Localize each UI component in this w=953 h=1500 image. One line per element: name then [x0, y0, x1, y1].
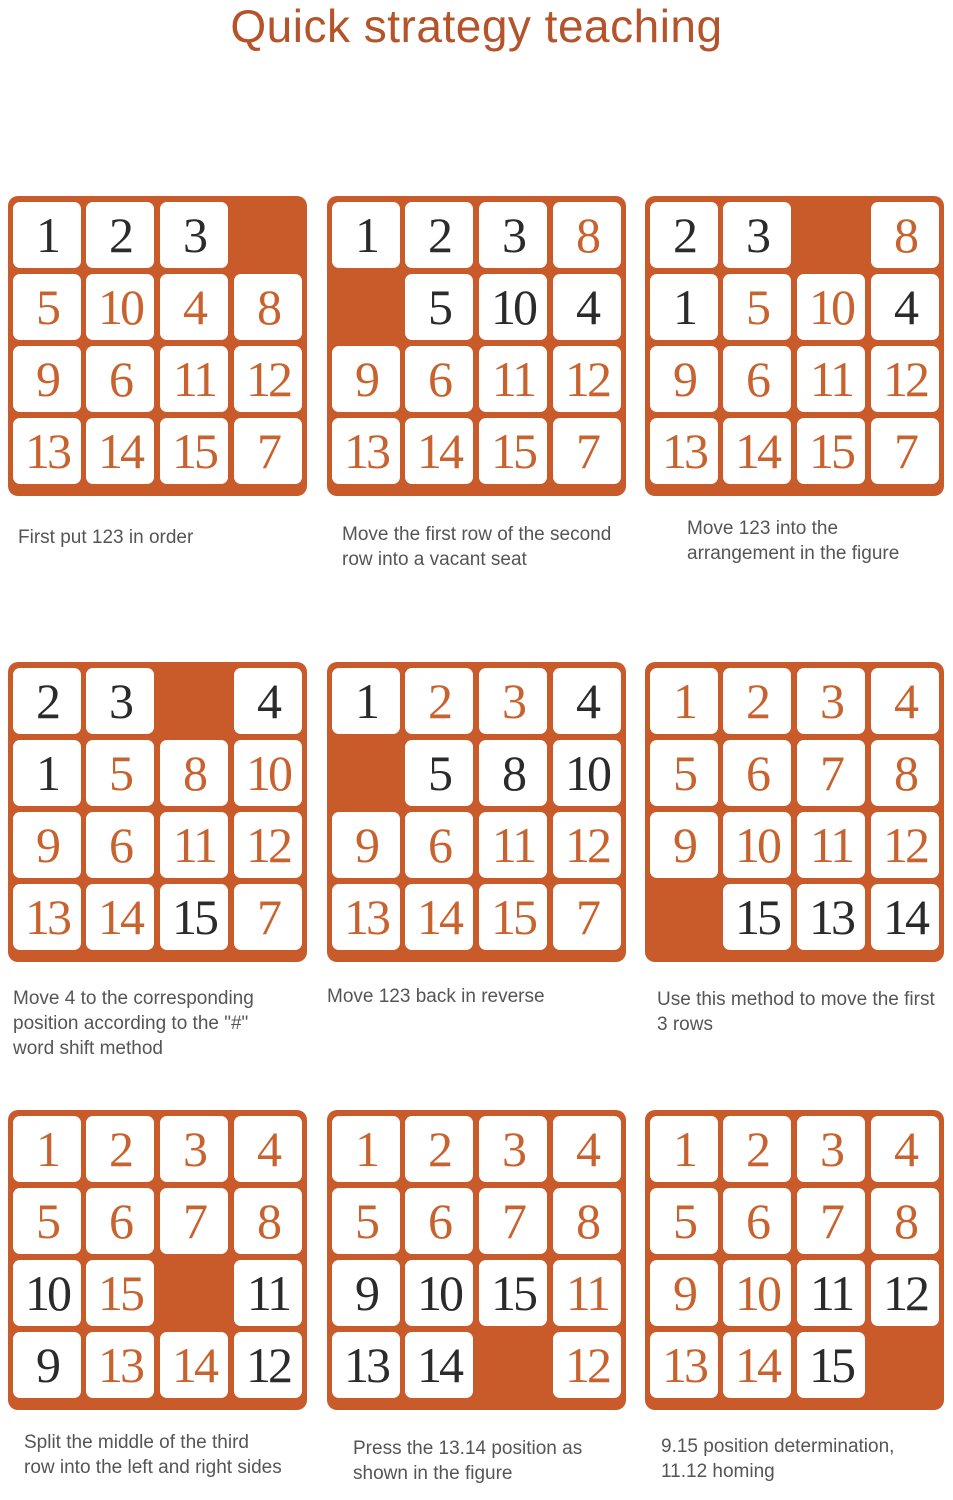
tile-12: 12: [871, 346, 939, 412]
tile-7: 7: [160, 1188, 228, 1254]
tile-2: 2: [650, 202, 718, 268]
tile-6: 6: [405, 812, 473, 878]
tile-12: 12: [553, 812, 621, 878]
tile-10: 10: [405, 1260, 473, 1326]
tile-12: 12: [553, 1332, 621, 1398]
tile-3: 3: [160, 1116, 228, 1182]
tile-3: 3: [479, 668, 547, 734]
tile-14: 14: [86, 884, 154, 950]
tile-10: 10: [479, 274, 547, 340]
tile-4: 4: [871, 668, 939, 734]
tile-7: 7: [797, 740, 865, 806]
tile-14: 14: [405, 884, 473, 950]
tile-12: 12: [553, 346, 621, 412]
step-caption: Press the 13.14 position as shown in the figure: [353, 1438, 583, 1484]
tile-5: 5: [650, 740, 718, 806]
tile-1: 1: [332, 1116, 400, 1182]
tile-4: 4: [871, 1116, 939, 1182]
tile-7: 7: [871, 418, 939, 484]
puzzle-board-step-8: [327, 1110, 626, 1410]
tile-8: 8: [871, 202, 939, 268]
tile-2: 2: [86, 1116, 154, 1182]
tile-6: 6: [405, 346, 473, 412]
tile-3: 3: [723, 202, 791, 268]
step-caption: Use this method to move the first 3 rows: [657, 989, 935, 1035]
tile-6: 6: [86, 812, 154, 878]
tile-8: 8: [553, 1188, 621, 1254]
tile-5: 5: [13, 1188, 81, 1254]
tile-15: 15: [86, 1260, 154, 1326]
tile-9: 9: [332, 1260, 400, 1326]
tile-7: 7: [234, 418, 302, 484]
tile-6: 6: [86, 1188, 154, 1254]
tile-4: 4: [553, 1116, 621, 1182]
step-caption: Move the first row of the second row into a vacant seat: [342, 524, 612, 570]
puzzle-board-step-9: [645, 1110, 944, 1410]
tile-12: 12: [234, 812, 302, 878]
tile-11: 11: [797, 812, 865, 878]
tile-10: 10: [553, 740, 621, 806]
puzzle-board-step-1: [8, 196, 307, 496]
tile-12: 12: [234, 346, 302, 412]
tile-14: 14: [871, 884, 939, 950]
tile-5: 5: [405, 740, 473, 806]
tile-6: 6: [723, 346, 791, 412]
tile-11: 11: [797, 346, 865, 412]
tile-13: 13: [332, 1332, 400, 1398]
tile-15: 15: [479, 418, 547, 484]
tile-9: 9: [13, 812, 81, 878]
tile-5: 5: [405, 274, 473, 340]
step-caption: Move 123 into the arrangement in the figure: [687, 518, 900, 564]
tile-9: 9: [13, 1332, 81, 1398]
tile-7: 7: [479, 1188, 547, 1254]
tile-3: 3: [479, 1116, 547, 1182]
tile-15: 15: [797, 1332, 865, 1398]
tile-14: 14: [405, 418, 473, 484]
tile-14: 14: [723, 1332, 791, 1398]
step-caption: First put 123 in order: [18, 527, 194, 548]
tile-5: 5: [86, 740, 154, 806]
tile-9: 9: [650, 812, 718, 878]
tile-7: 7: [234, 884, 302, 950]
tile-10: 10: [723, 812, 791, 878]
tile-12: 12: [871, 812, 939, 878]
tile-8: 8: [160, 740, 228, 806]
tile-9: 9: [332, 346, 400, 412]
tile-6: 6: [723, 740, 791, 806]
tile-2: 2: [86, 202, 154, 268]
tile-9: 9: [332, 812, 400, 878]
tile-5: 5: [723, 274, 791, 340]
step-caption: Move 4 to the corresponding position according to the "#" word shift method: [13, 988, 254, 1059]
tile-13: 13: [332, 418, 400, 484]
tile-1: 1: [13, 1116, 81, 1182]
tile-14: 14: [86, 418, 154, 484]
tile-15: 15: [479, 1260, 547, 1326]
tile-4: 4: [553, 668, 621, 734]
tile-8: 8: [234, 1188, 302, 1254]
tile-13: 13: [650, 1332, 718, 1398]
tile-1: 1: [13, 740, 81, 806]
tile-8: 8: [871, 1188, 939, 1254]
tile-11: 11: [234, 1260, 302, 1326]
tile-10: 10: [13, 1260, 81, 1326]
puzzle-board-step-4: [8, 662, 307, 962]
tile-13: 13: [797, 884, 865, 950]
tile-13: 13: [332, 884, 400, 950]
tile-4: 4: [553, 274, 621, 340]
tile-15: 15: [797, 418, 865, 484]
tile-2: 2: [723, 1116, 791, 1182]
tile-4: 4: [871, 274, 939, 340]
tile-6: 6: [86, 346, 154, 412]
tile-12: 12: [871, 1260, 939, 1326]
tile-9: 9: [650, 1260, 718, 1326]
puzzle-board-step-5: [327, 662, 626, 962]
puzzle-board-step-3: [645, 196, 944, 496]
tile-13: 13: [13, 884, 81, 950]
tile-1: 1: [650, 1116, 718, 1182]
tile-4: 4: [160, 274, 228, 340]
tile-11: 11: [479, 812, 547, 878]
tile-3: 3: [86, 668, 154, 734]
tile-1: 1: [13, 202, 81, 268]
step-caption: 9.15 position determination, 11.12 homing: [661, 1436, 895, 1482]
tile-9: 9: [13, 346, 81, 412]
tile-4: 4: [234, 1116, 302, 1182]
tile-8: 8: [871, 740, 939, 806]
puzzle-board-step-2: [327, 196, 626, 496]
tile-1: 1: [650, 668, 718, 734]
tile-7: 7: [553, 884, 621, 950]
step-caption: Move 123 back in reverse: [327, 986, 545, 1007]
tile-5: 5: [650, 1188, 718, 1254]
tile-15: 15: [479, 884, 547, 950]
tile-11: 11: [160, 346, 228, 412]
tile-1: 1: [650, 274, 718, 340]
tile-10: 10: [797, 274, 865, 340]
tile-1: 1: [332, 668, 400, 734]
tile-11: 11: [797, 1260, 865, 1326]
tile-15: 15: [160, 884, 228, 950]
step-caption: Split the middle of the third row into the left and right sides: [24, 1432, 282, 1478]
tile-7: 7: [797, 1188, 865, 1254]
tile-10: 10: [234, 740, 302, 806]
tile-4: 4: [234, 668, 302, 734]
tile-3: 3: [160, 202, 228, 268]
tile-15: 15: [160, 418, 228, 484]
tile-13: 13: [86, 1332, 154, 1398]
tile-1: 1: [332, 202, 400, 268]
tile-6: 6: [723, 1188, 791, 1254]
tile-5: 5: [332, 1188, 400, 1254]
tile-5: 5: [13, 274, 81, 340]
tile-6: 6: [405, 1188, 473, 1254]
tile-2: 2: [723, 668, 791, 734]
tile-3: 3: [797, 1116, 865, 1182]
tile-8: 8: [553, 202, 621, 268]
tile-14: 14: [405, 1332, 473, 1398]
tile-3: 3: [479, 202, 547, 268]
tile-3: 3: [797, 668, 865, 734]
tile-9: 9: [650, 346, 718, 412]
tile-7: 7: [553, 418, 621, 484]
page-title: Quick strategy teaching: [230, 0, 723, 52]
tile-12: 12: [234, 1332, 302, 1398]
tile-14: 14: [723, 418, 791, 484]
tile-10: 10: [723, 1260, 791, 1326]
tile-11: 11: [479, 346, 547, 412]
tile-8: 8: [234, 274, 302, 340]
puzzle-board-step-7: [8, 1110, 307, 1410]
puzzle-board-step-6: [645, 662, 944, 962]
tile-8: 8: [479, 740, 547, 806]
tile-11: 11: [160, 812, 228, 878]
tile-14: 14: [160, 1332, 228, 1398]
tile-2: 2: [13, 668, 81, 734]
tile-11: 11: [553, 1260, 621, 1326]
tile-13: 13: [13, 418, 81, 484]
tile-15: 15: [723, 884, 791, 950]
tile-2: 2: [405, 202, 473, 268]
tile-2: 2: [405, 668, 473, 734]
tile-10: 10: [86, 274, 154, 340]
tile-13: 13: [650, 418, 718, 484]
tile-2: 2: [405, 1116, 473, 1182]
